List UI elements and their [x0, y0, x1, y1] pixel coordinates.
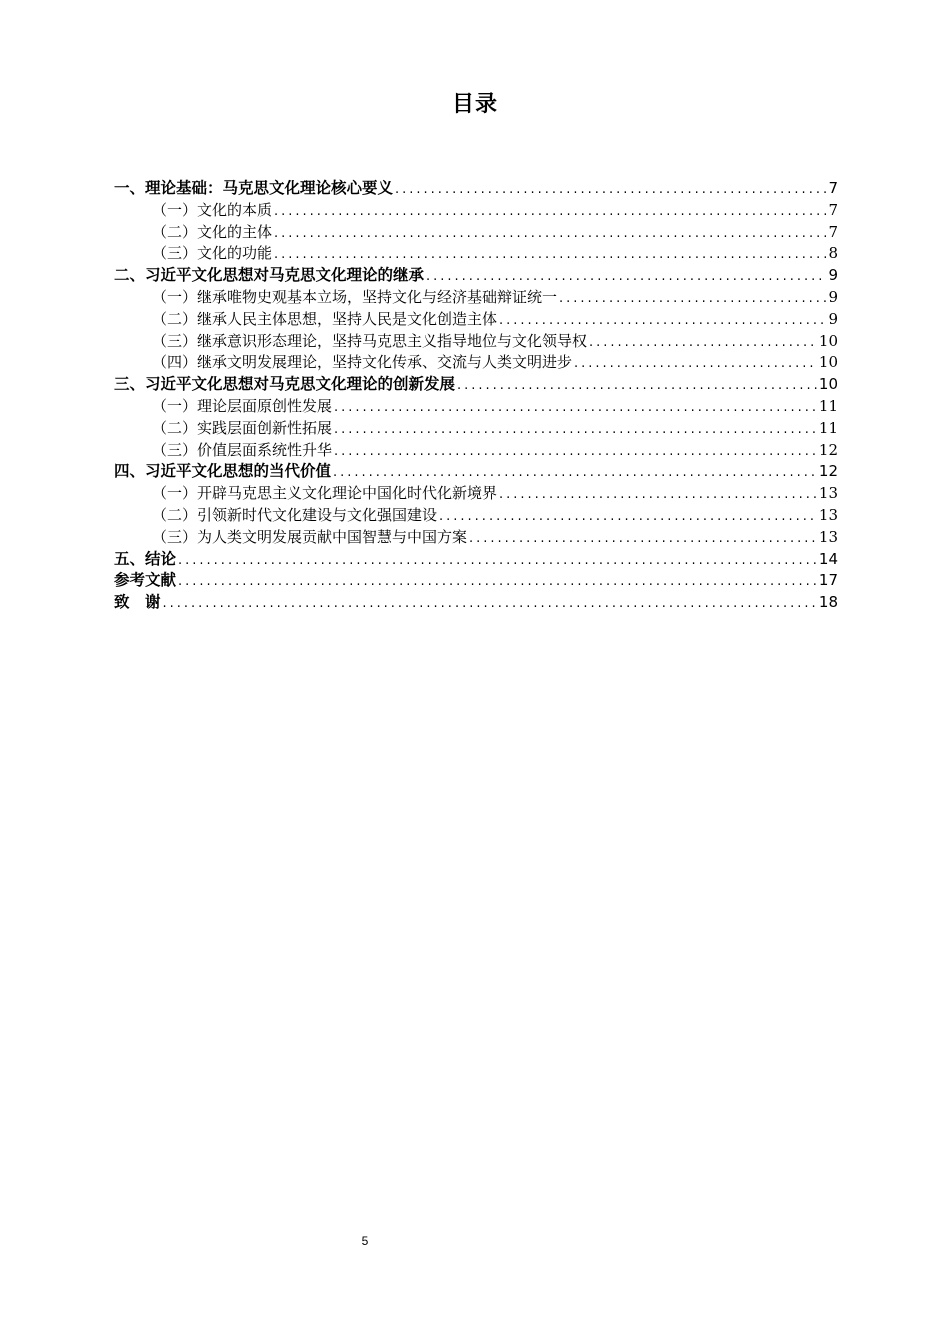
- toc-leader-dots: [333, 462, 817, 483]
- toc-leader-dots: [589, 332, 817, 353]
- toc-entry[interactable]: [114, 265, 838, 287]
- toc-leader-dots: [439, 506, 817, 527]
- toc-entry[interactable]: [114, 331, 838, 353]
- toc-leader-dots: [457, 375, 817, 396]
- toc-leader-dots: [499, 310, 826, 331]
- toc-entry-page: 7: [828, 200, 838, 219]
- toc-entry[interactable]: [114, 287, 838, 309]
- toc-entry-label: （三）价值层面系统性升华: [152, 440, 333, 459]
- toc-leader-dots: [334, 419, 817, 440]
- toc-entry[interactable]: [114, 418, 838, 440]
- toc-entry[interactable]: [114, 222, 838, 244]
- toc-entry-label: （三）文化的功能: [152, 244, 273, 263]
- toc-entry-page: 12: [818, 462, 838, 481]
- toc-entry-label: 二、习近平文化思想对马克思文化理论的继承: [114, 266, 425, 285]
- toc-entry[interactable]: [114, 243, 838, 265]
- toc-entry[interactable]: [114, 570, 838, 592]
- toc-entry[interactable]: [114, 461, 838, 483]
- toc-leader-dots: [469, 528, 817, 549]
- toc-leader-dots: [274, 244, 826, 265]
- toc-entry-label: 四、习近平文化思想的当代价值: [114, 462, 332, 481]
- toc-entry-page: 7: [828, 179, 838, 197]
- toc-leader-dots: [274, 201, 826, 222]
- toc-leader-dots: [559, 288, 826, 309]
- toc-entry[interactable]: [114, 374, 838, 396]
- toc-entry[interactable]: [114, 200, 838, 222]
- toc-entry-label: （二）继承人民主体思想，坚持人民是文化创造主体: [152, 309, 498, 328]
- toc-entry-page: 18: [818, 593, 838, 612]
- toc-entry-page: 11: [818, 396, 838, 415]
- toc-entry[interactable]: [114, 396, 838, 418]
- toc-entry-page: 14: [818, 549, 838, 568]
- toc-entry-page: 13: [818, 484, 838, 503]
- toc-entry[interactable]: [114, 440, 838, 462]
- toc-entry-label: 致 谢: [114, 593, 161, 612]
- toc-entry-page: 7: [828, 222, 838, 241]
- toc-entry[interactable]: [114, 483, 838, 505]
- toc-entry-page: 11: [818, 418, 838, 437]
- toc-leader-dots: [334, 441, 817, 462]
- page-number: 5: [361, 1234, 369, 1248]
- toc-entry-page: 17: [818, 571, 838, 590]
- toc-entry-label: （三）为人类文明发展贡献中国智慧与中国方案: [152, 527, 468, 546]
- toc-leader-dots: [274, 223, 826, 244]
- toc-entry[interactable]: [114, 309, 838, 331]
- toc-entry-label: 三、习近平文化思想对马克思文化理论的创新发展: [114, 375, 456, 394]
- toc-entry-page: 8: [828, 244, 838, 263]
- toc-entry-page: 9: [828, 309, 838, 328]
- toc-leader-dots: [178, 571, 817, 592]
- toc-leader-dots: [499, 484, 817, 505]
- toc-entry-label: （三）继承意识形态理论，坚持马克思主义指导地位与文化领导权: [152, 331, 588, 350]
- toc-leader-dots: [334, 397, 817, 418]
- toc-leader-dots: [178, 550, 817, 571]
- toc-entry-label: 参考文献: [114, 571, 177, 590]
- toc-entry-label: （二）引领新时代文化建设与文化强国建设: [152, 505, 438, 524]
- toc-entry[interactable]: [114, 549, 838, 571]
- toc-entry-page: 9: [828, 266, 838, 285]
- toc-entry-label: （一）理论层面原创性发展: [152, 396, 333, 415]
- toc-entry-label: 一、理论基础：马克思文化理论核心要义: [114, 179, 394, 197]
- toc-entry-label: （二）文化的主体: [152, 222, 273, 241]
- toc-entry-label: （一）文化的本质: [152, 200, 273, 219]
- table-of-contents: [114, 178, 838, 614]
- toc-entry-page: 13: [818, 527, 838, 546]
- toc-entry-label: （一）开辟马克思主义文化理论中国化时代化新境界: [152, 484, 498, 503]
- toc-entry[interactable]: [114, 178, 838, 200]
- toc-entry-label: （四）继承文明发展理论，坚持文化传承、交流与人类文明进步: [152, 353, 573, 372]
- toc-entry[interactable]: [114, 352, 838, 374]
- toc-entry-label: （二）实践层面创新性拓展: [152, 418, 333, 437]
- toc-entry-page: 12: [818, 440, 838, 459]
- toc-entry-label: 五、结论: [114, 549, 177, 568]
- toc-entry-page: 9: [828, 287, 838, 306]
- toc-entry-page: 10: [818, 331, 838, 350]
- toc-entry[interactable]: [114, 592, 838, 614]
- toc-entry[interactable]: [114, 527, 838, 549]
- toc-title: 目录: [451, 92, 498, 117]
- toc-entry-label: （一）继承唯物史观基本立场，坚持文化与经济基础辩证统一: [152, 287, 558, 306]
- toc-leader-dots: [574, 353, 817, 374]
- toc-entry-page: 13: [818, 505, 838, 524]
- toc-leader-dots: [395, 179, 826, 200]
- toc-leader-dots: [426, 266, 826, 287]
- toc-leader-dots: [163, 593, 817, 614]
- toc-entry-page: 10: [818, 353, 838, 372]
- toc-entry[interactable]: [114, 505, 838, 527]
- toc-entry-page: 10: [818, 375, 838, 394]
